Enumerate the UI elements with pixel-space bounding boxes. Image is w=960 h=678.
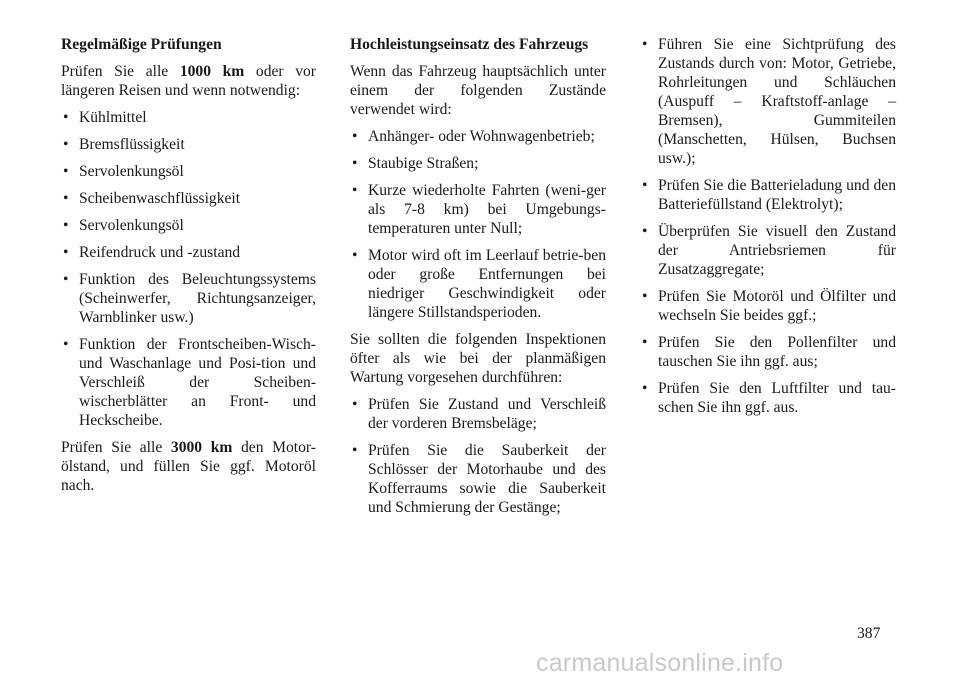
list-item: • Scheibenwaschflüssigkeit xyxy=(61,189,316,208)
list-item: • Prüfen Sie die Batterieladung und den Batteriefüllstand (Elektrolyt); xyxy=(640,176,896,214)
watermark: carmanualsonline.info xyxy=(536,649,784,677)
section-heading-heavy-duty: Hochleistungseinsatz des Fahrzeugs xyxy=(350,36,589,53)
outro-interval-3000km: 3000 km xyxy=(170,439,233,456)
check-list xyxy=(61,108,316,430)
inspections-list xyxy=(350,395,606,517)
list-item: • Überprüfen Sie visuell den Zustand der Antriebsriemen für Zusatzaggregate; xyxy=(640,222,896,279)
list-item: • Prüfen Sie den Pollenfilter und tauschen Sie ihn ggf. aus; xyxy=(640,333,896,371)
list-item: • Servolenkungsöl xyxy=(61,162,316,181)
intro-text-pre: Prüfen Sie alle xyxy=(61,63,180,80)
list-item: • Kühlmittel xyxy=(61,108,316,127)
list-item: • Reifendruck und -zustand xyxy=(61,243,316,262)
outro-text-post: den Motor-ölstand, und füllen Sie ggf. Motoröl nach. xyxy=(61,439,317,494)
inspections-list-continued xyxy=(640,35,896,417)
list-item: • Bremsflüssigkeit xyxy=(61,135,316,154)
column-3 xyxy=(640,35,896,425)
list-item: • Führen Sie eine Sichtprüfung des Zustands durch von: Motor, Getriebe, Rohrleitungen und Schläuchen (Auspuff – Kraftstoff-anlage – Bremsen), Gummiteilen (Manschetten, Hülsen, Buchsen usw.); xyxy=(640,35,896,168)
list-item: • Anhänger- oder Wohnwagenbetrieb; xyxy=(350,127,606,146)
intro-interval-1000km: 1000 km xyxy=(179,63,245,80)
list-item: • Motor wird oft im Leerlauf betrie-ben oder große Entfernungen bei niedriger Geschwindigkeit oder längere Stillstandsperioden. xyxy=(350,246,606,322)
list-item: • Staubige Straßen; xyxy=(350,154,606,173)
list-item: • Prüfen Sie den Luftfilter und tau-schen Sie ihn ggf. aus. xyxy=(640,379,896,417)
inspections-paragraph: Sie sollten die folgenden Inspektionen öfter als wie bei der planmäßigen Wartung vorgesehen durchführen: xyxy=(350,331,606,386)
list-item: • Kurze wiederholte Fahrten (weni-ger als 7-8 km) bei Umgebungs-temperaturen unter Null; xyxy=(350,181,606,238)
column-1 xyxy=(61,35,316,503)
conditions-list xyxy=(350,127,606,322)
list-item: • Prüfen Sie die Sauberkeit der Schlösser der Motorhaube und des Kofferraums sowie die Sauberkeit und Schmierung der Gestänge; xyxy=(350,441,606,517)
outro-text-pre: Prüfen Sie alle xyxy=(61,439,171,456)
list-item: • Servolenkungsöl xyxy=(61,216,316,235)
outro-paragraph xyxy=(61,438,316,495)
list-item: • Prüfen Sie Motoröl und Ölfilter und wechseln Sie beides ggf.; xyxy=(640,287,896,325)
list-item: • Funktion der Frontscheiben-Wisch- und Waschanlage und Posi-tion und Verschleiß der Scheiben-wischerblätter an Front- und Heckscheibe. xyxy=(61,335,316,430)
list-item: • Funktion des Beleuchtungssystems (Scheinwerfer, Richtungsanzeiger, Warnblinker usw.) xyxy=(61,270,316,327)
section-heading-regular-checks: Regelmäßige Prüfungen xyxy=(61,36,222,53)
column-2 xyxy=(350,35,606,525)
intro-paragraph xyxy=(61,62,316,100)
intro-text-post: oder vor längeren Reisen und wenn notwendig: xyxy=(61,63,317,99)
list-item: • Prüfen Sie Zustand und Verschleiß der vorderen Bremsbeläge; xyxy=(350,395,606,433)
conditions-intro: Wenn das Fahrzeug hauptsächlich unter einem der folgenden Zustände verwendet wird: xyxy=(350,63,606,118)
page-number: 387 xyxy=(857,625,881,642)
